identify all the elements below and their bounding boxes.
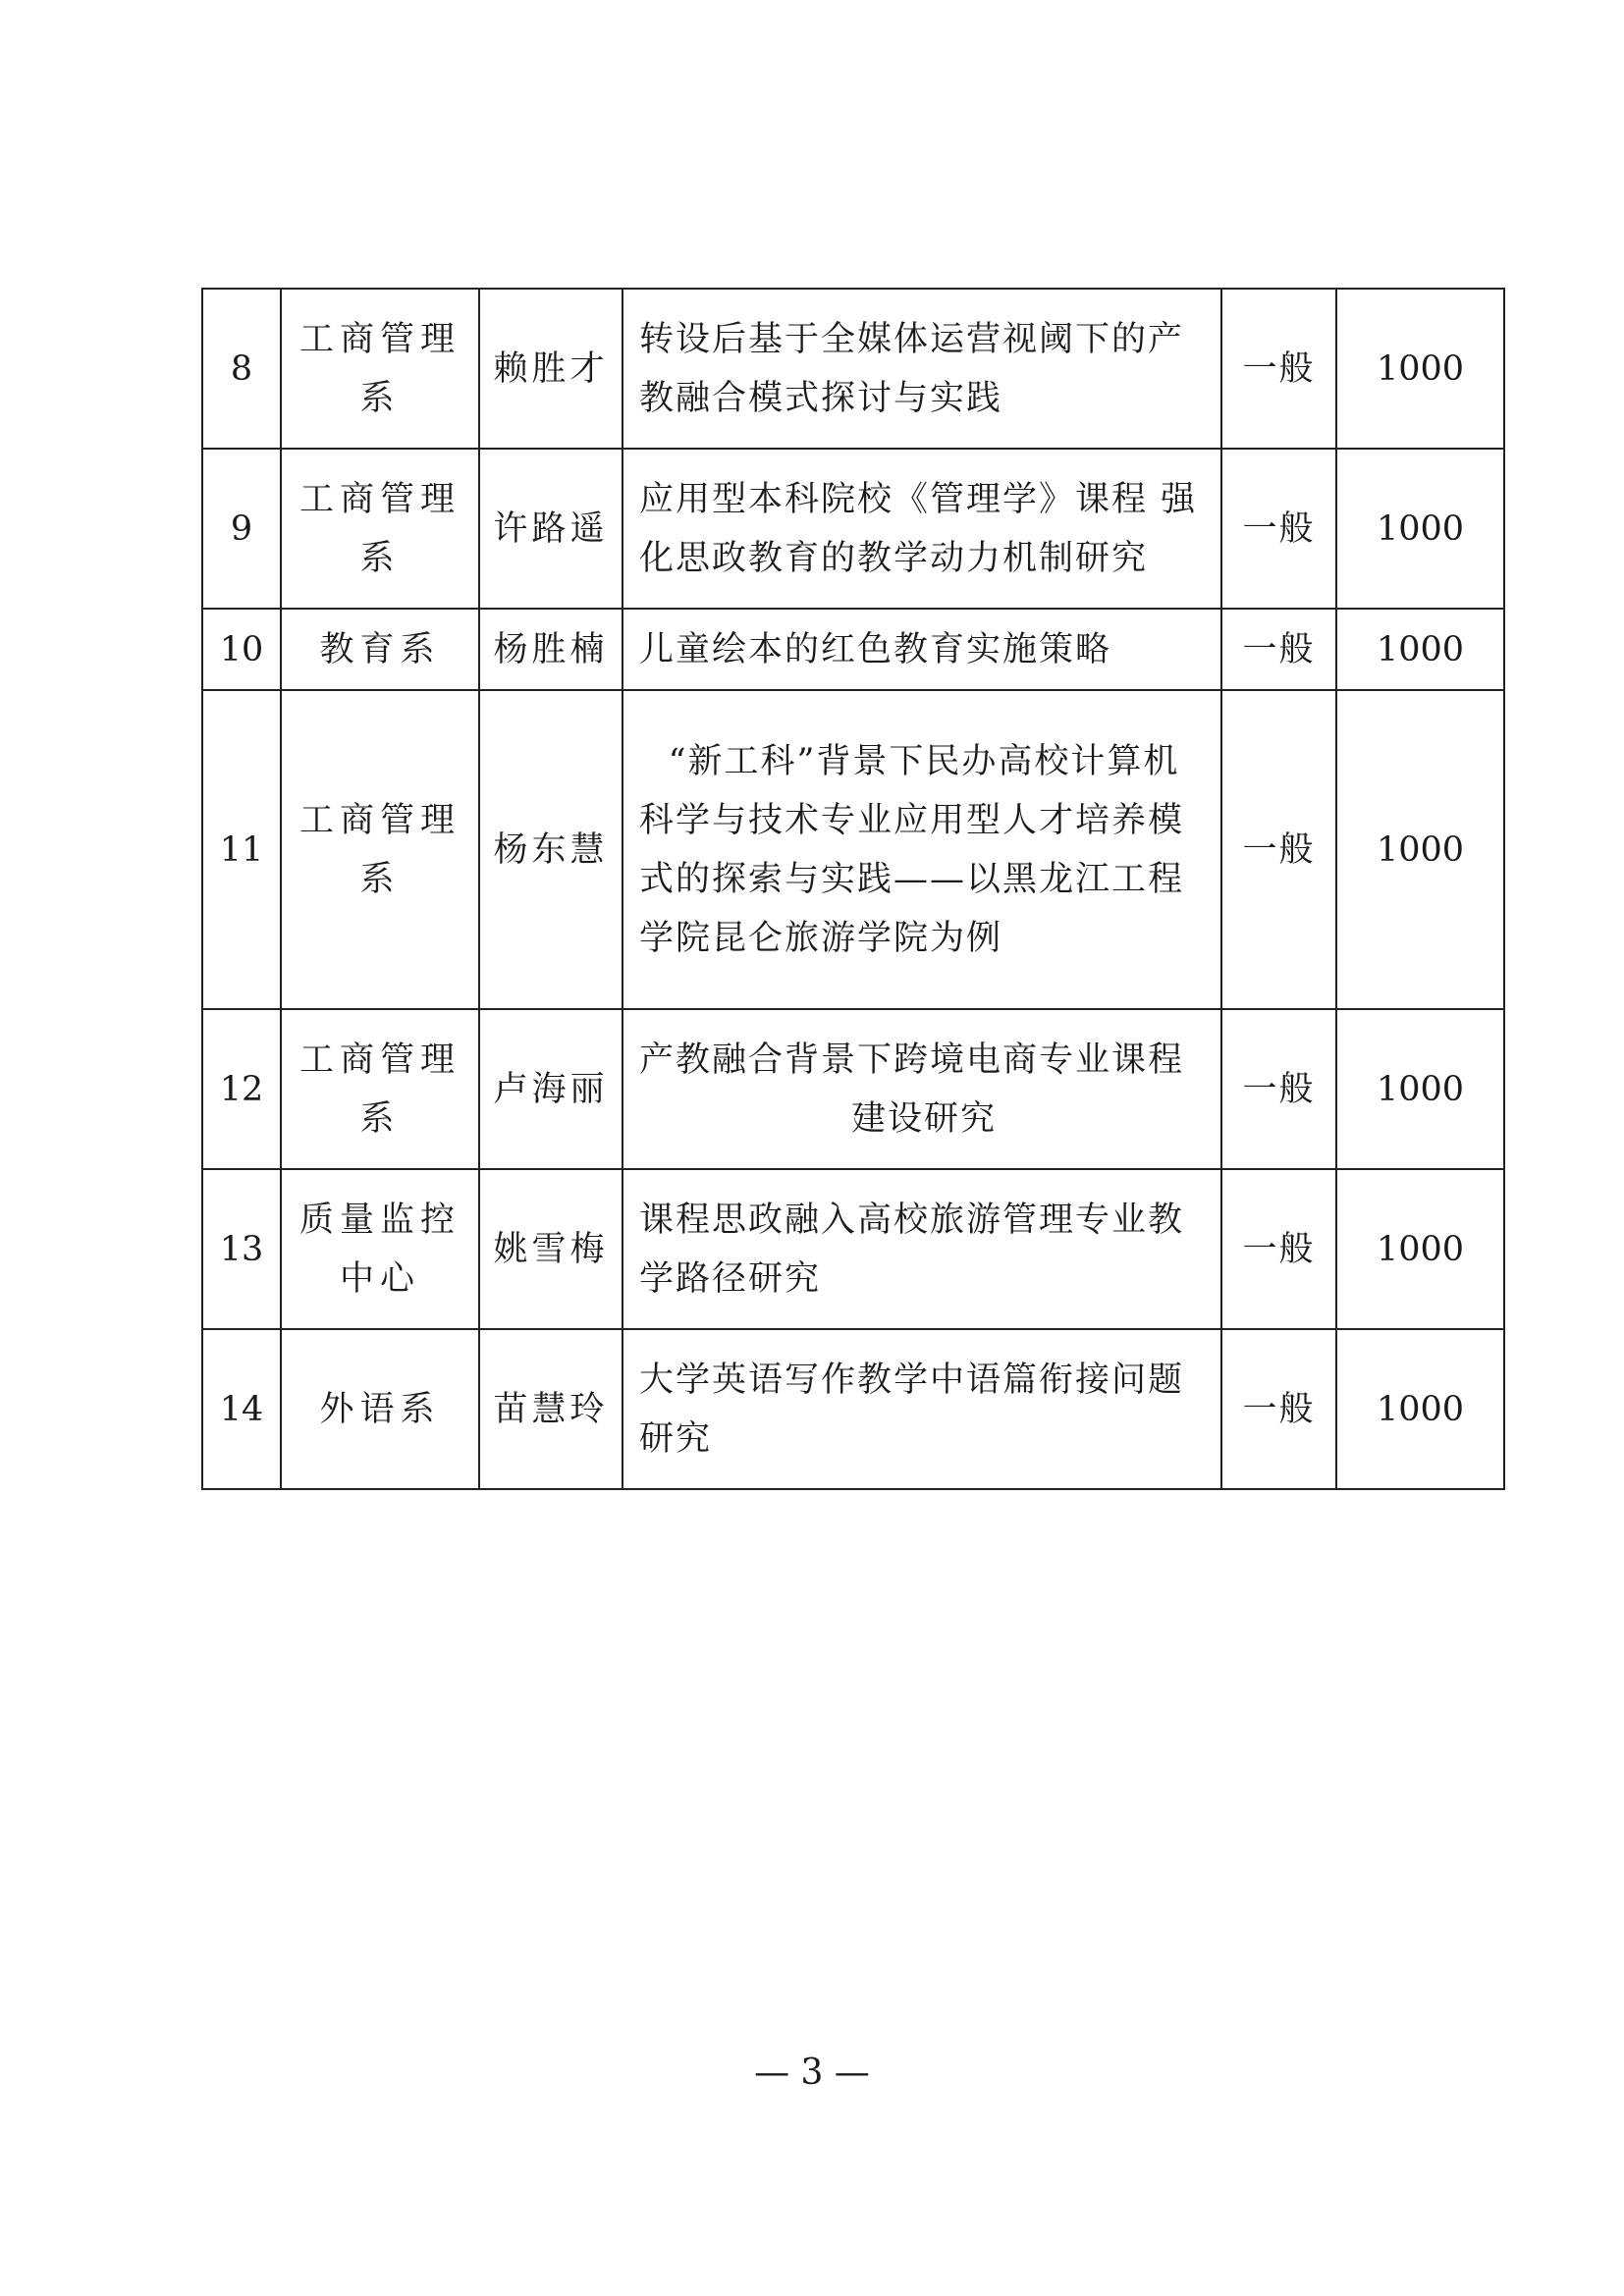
department-cell bbox=[281, 609, 479, 690]
project-title-line: 化思政教育的教学动力机制研究 bbox=[639, 538, 1149, 578]
funding-amount-cell: 1000 bbox=[1336, 1329, 1504, 1489]
row-number-cell: 10 bbox=[202, 609, 281, 690]
project-title-line: 儿童绘本的红色教育实施策略 bbox=[639, 629, 1112, 669]
funding-amount-cell: 1000 bbox=[1336, 289, 1504, 449]
project-title-line: 产教融合背景下跨境电商专业课程 bbox=[639, 1040, 1185, 1080]
row-number-cell: 8 bbox=[202, 289, 281, 449]
project-title-line: 教融合模式探讨与实践 bbox=[639, 378, 1003, 418]
row-number-cell: 12 bbox=[202, 1009, 281, 1169]
project-level-cell: 一般 bbox=[1221, 690, 1336, 1009]
table-row bbox=[202, 1169, 1504, 1329]
funding-amount-cell: 1000 bbox=[1336, 449, 1504, 609]
funding-amount-cell: 1000 bbox=[1336, 1009, 1504, 1169]
table-row bbox=[202, 1009, 1504, 1169]
row-number-cell: 14 bbox=[202, 1329, 281, 1489]
project-title-line: 式的探索与实践——以黑龙江工程 bbox=[639, 859, 1185, 899]
project-title-line: 大学英语写作教学中语篇衔接问题 bbox=[639, 1360, 1185, 1400]
project-table bbox=[201, 288, 1505, 1490]
department-line: 教育系 bbox=[319, 629, 441, 669]
row-number-cell: 13 bbox=[202, 1169, 281, 1329]
department-cell bbox=[281, 289, 479, 449]
department-line: 外语系 bbox=[319, 1389, 441, 1429]
table-row bbox=[202, 690, 1504, 1009]
project-title-line: 学院昆仑旅游学院为例 bbox=[639, 918, 1003, 958]
department-line: 工商管理 bbox=[298, 800, 460, 840]
table-row bbox=[202, 1329, 1504, 1489]
leader-name-cell: 杨胜楠 bbox=[479, 609, 623, 690]
funding-amount-cell: 1000 bbox=[1336, 690, 1504, 1009]
project-title-line: 研究 bbox=[639, 1418, 713, 1459]
project-title-line: 建设研究 bbox=[850, 1098, 997, 1139]
project-title-line: 科学与技术专业应用型人才培养模 bbox=[639, 800, 1185, 840]
project-title-line: 应用型本科院校《管理学》课程 强 bbox=[639, 479, 1198, 519]
project-title-cell bbox=[623, 289, 1221, 449]
department-cell bbox=[281, 690, 479, 1009]
table-row bbox=[202, 609, 1504, 690]
department-cell bbox=[281, 449, 479, 609]
department-line: 系 bbox=[359, 538, 401, 578]
project-title-line: 转设后基于全媒体运营视阈下的产 bbox=[639, 319, 1185, 359]
leader-name-cell: 卢海丽 bbox=[479, 1009, 623, 1169]
department-line: 工商管理 bbox=[298, 479, 460, 519]
project-level-cell: 一般 bbox=[1221, 1169, 1336, 1329]
project-level-cell: 一般 bbox=[1221, 1329, 1336, 1489]
project-title-line: “新工科”背景下民办高校计算机 bbox=[668, 741, 1180, 781]
department-cell bbox=[281, 1009, 479, 1169]
funding-amount-cell: 1000 bbox=[1336, 1169, 1504, 1329]
department-line: 工商管理 bbox=[298, 319, 460, 359]
project-title-cell bbox=[623, 1169, 1221, 1329]
department-line: 质量监控 bbox=[298, 1200, 460, 1240]
project-title-cell bbox=[623, 449, 1221, 609]
row-number-cell: 9 bbox=[202, 449, 281, 609]
leader-name-cell: 赖胜才 bbox=[479, 289, 623, 449]
table-row bbox=[202, 449, 1504, 609]
leader-name-cell: 许路遥 bbox=[479, 449, 623, 609]
department-cell bbox=[281, 1329, 479, 1489]
project-level-cell: 一般 bbox=[1221, 609, 1336, 690]
department-cell bbox=[281, 1169, 479, 1329]
project-level-cell: 一般 bbox=[1221, 449, 1336, 609]
department-line: 工商管理 bbox=[298, 1040, 460, 1080]
department-line: 系 bbox=[359, 859, 401, 899]
project-title-line: 课程思政融入高校旅游管理专业教 bbox=[639, 1200, 1185, 1240]
page-number: — 3 — bbox=[754, 2053, 870, 2093]
project-title-cell bbox=[623, 1329, 1221, 1489]
leader-name-cell: 姚雪梅 bbox=[479, 1169, 623, 1329]
project-title-cell bbox=[623, 690, 1221, 1009]
leader-name-cell: 苗慧玲 bbox=[479, 1329, 623, 1489]
project-level-cell: 一般 bbox=[1221, 289, 1336, 449]
department-line: 系 bbox=[359, 1098, 401, 1139]
project-title-cell bbox=[623, 1009, 1221, 1169]
project-title-cell bbox=[623, 609, 1221, 690]
row-number-cell: 11 bbox=[202, 690, 281, 1009]
funding-amount-cell: 1000 bbox=[1336, 609, 1504, 690]
table-row bbox=[202, 289, 1504, 449]
project-level-cell: 一般 bbox=[1221, 1009, 1336, 1169]
department-line: 系 bbox=[359, 378, 401, 418]
project-title-line: 学路径研究 bbox=[639, 1258, 822, 1299]
leader-name-cell: 杨东慧 bbox=[479, 690, 623, 1009]
department-line: 中心 bbox=[339, 1258, 420, 1299]
